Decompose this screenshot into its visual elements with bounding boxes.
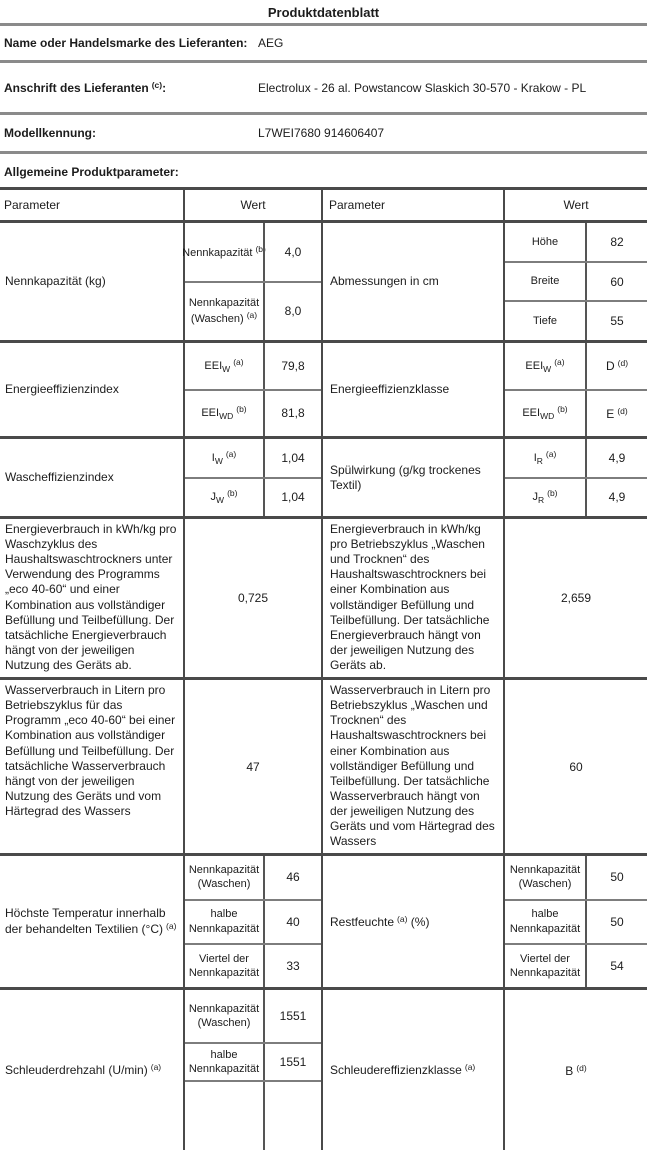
sub-rows: [183, 856, 323, 987]
sub-rows: [183, 439, 323, 516]
value-sup-script: (d): [576, 1062, 587, 1073]
sub-row: [185, 439, 321, 477]
sub-value: 1,04: [263, 479, 321, 517]
sub-label: Tiefe: [532, 315, 558, 328]
document-title: Produktdatenblatt: [267, 5, 380, 20]
sub-label: [185, 343, 263, 389]
param-cell: Wasserverbrauch in Litern pro Betriebszyklus für das Programm „eco 40-60“ bei einer Kombination aus vollständiger Befüllung und Teilbefüllung. Der tatsächliche Wasserverbrauch hängt von der jeweiligen Nutzung des Geräts und vom Härtegrad des Wassers: [5, 683, 176, 818]
sub-row: [185, 389, 321, 437]
header-cell-parameter-right: Parameter: [329, 198, 386, 212]
sub-label: [182, 223, 266, 281]
row-schleuderdrehzahl: [0, 990, 647, 1150]
sub-label: Nennkapazität (Waschen): [509, 864, 581, 891]
info-value: AEG: [258, 36, 284, 50]
label-sup-script: (b): [255, 243, 266, 254]
sub-rows: [503, 856, 647, 987]
param-cell: Spülwirkung (g/kg trockenes Textil): [330, 462, 481, 492]
sub-label: [505, 343, 585, 389]
param-cell: [0, 223, 183, 340]
label-sub-script: W: [222, 363, 231, 374]
sub-value: 1,04: [263, 439, 321, 477]
formatted-label: [532, 488, 557, 506]
sub-value: 79,8: [263, 343, 321, 389]
sub-rows: [503, 439, 647, 516]
sub-label: [185, 283, 263, 341]
info-value: Electrolux - 26 al. Powstancow Slaskich 30-570 - Krakow - PL: [258, 80, 587, 95]
label-text: Schleuderdrehzahl (U/min): [5, 1063, 148, 1078]
sub-value: 4,9: [585, 479, 647, 517]
sub-label: [505, 479, 585, 517]
param-cell: [323, 990, 503, 1150]
label-sup-script: (a): [233, 356, 244, 367]
formatted-label: [5, 1062, 161, 1078]
sub-row: [185, 1080, 321, 1150]
row-energieverbrauch: [0, 519, 647, 680]
formatted-label: [186, 296, 262, 327]
sub-value: 33: [263, 945, 321, 987]
value-sup-script: (d): [617, 405, 628, 416]
sub-row: [505, 300, 647, 340]
label-text: Nennkapazität: [182, 246, 253, 259]
sub-rows: [503, 223, 647, 340]
sub-value: 40: [263, 901, 321, 943]
label-sub-script: W: [214, 455, 223, 466]
sub-label: halbe Nennkapazität: [188, 1049, 260, 1076]
label-text: I: [211, 451, 215, 464]
formatted-label: [330, 1062, 475, 1078]
sub-row: [185, 990, 321, 1042]
formatted-label: [606, 406, 627, 421]
formatted-label: [204, 357, 243, 375]
sub-value: 1551: [263, 1044, 321, 1080]
sub-label: [185, 1082, 263, 1150]
label-text: EEI: [525, 359, 544, 372]
label-text: I: [533, 451, 537, 464]
formatted-label: [525, 357, 564, 375]
label-sup-script: (a): [225, 448, 237, 459]
param-cell: [323, 856, 503, 987]
info-row-supplier-name: [0, 26, 647, 60]
param-cell: Energieeffizienzklasse: [330, 382, 450, 396]
wide-value: 0,725: [183, 519, 323, 677]
sub-row: [185, 477, 321, 517]
label-sup-script: (a): [464, 1062, 476, 1073]
label-post: :: [162, 81, 167, 95]
sub-value: 46: [263, 856, 321, 898]
sub-row: [505, 439, 647, 477]
row-energieeffizienz: [0, 343, 647, 439]
label-text: Nennkapazität (Waschen): [188, 296, 260, 326]
info-row-model-identifier: [0, 115, 647, 151]
label-sub-script: R: [536, 455, 543, 466]
info-label: [4, 36, 258, 50]
parameters-table: [0, 187, 647, 1150]
label-sub-script: R: [537, 495, 545, 506]
sub-row: [505, 899, 647, 943]
sub-label: Nennkapazität (Waschen): [188, 1003, 260, 1030]
label-text: Nennkapazität (kg): [5, 274, 106, 288]
formatted-label: [182, 244, 266, 260]
label-text: Modellkennung:: [4, 126, 96, 140]
label-text: J: [532, 491, 538, 504]
sub-value: [585, 391, 647, 437]
label-sup-script: (b): [547, 488, 558, 499]
label-sup-script: (a): [397, 913, 408, 924]
sub-rows: [183, 223, 323, 340]
sub-value: 8,0: [263, 283, 321, 341]
formatted-label: [606, 358, 628, 373]
row-wascheffizienz-spuelwirkung: [0, 439, 647, 519]
sub-value: 55: [585, 302, 647, 340]
formatted-label: [201, 404, 246, 422]
sub-row: [185, 899, 321, 943]
wide-value: 60: [503, 680, 647, 853]
param-cell: Energieverbrauch in kWh/kg pro Betriebszyklus „Waschen und Trocknen“ des Haushaltswaschtrockners bei einer Kombination aus vollständiger Befüllung und Teilbefüllung. Der tatsächliche Energieverbrauch hängt von der jeweiligen Nutzung des Geräts ab.: [330, 522, 490, 672]
wide-value: 2,659: [503, 519, 647, 677]
value-text: E: [606, 406, 615, 421]
label-sup-script: (b): [557, 404, 568, 415]
sub-value: 4,9: [585, 439, 647, 477]
label-sup-script: (c): [151, 80, 163, 90]
param-cell: [0, 990, 183, 1150]
row-wasserverbrauch: [0, 680, 647, 856]
info-label: [4, 126, 258, 140]
info-value: L7WEI7680 914606407: [258, 126, 385, 140]
wide-value: [503, 990, 647, 1150]
sub-value: 60: [585, 263, 647, 301]
param-cell: Wascheffizienzindex: [5, 470, 114, 484]
sub-rows: [503, 343, 647, 436]
sub-value: 1551: [263, 990, 321, 1042]
sub-row: [505, 343, 647, 389]
sub-row: [505, 389, 647, 437]
header-cell-parameter-left: Parameter: [4, 198, 61, 212]
label-sup-script: (a): [545, 448, 557, 459]
sub-label: halbe Nennkapazität: [188, 908, 260, 935]
label-sub-script: W: [216, 495, 225, 506]
label-sub-script: WD: [540, 411, 555, 422]
formatted-label: [5, 906, 178, 937]
sub-label: Breite: [530, 275, 560, 288]
sub-label: [185, 391, 263, 437]
row-nennkapazitaet-abmessungen: [0, 223, 647, 343]
label-text: Name oder Handelsmarke des Lieferanten:: [4, 36, 248, 50]
label-sub-script: WD: [219, 411, 234, 422]
info-label: [4, 80, 258, 95]
label-sup-script: (b): [236, 404, 247, 415]
sub-value: 81,8: [263, 391, 321, 437]
label-text: EEI: [522, 407, 541, 420]
section-heading: Allgemeine Produktparameter:: [4, 165, 179, 179]
sub-label: Viertel der Nennkapazität: [188, 952, 260, 980]
formatted-label: [565, 1063, 586, 1078]
table-header-row: [0, 190, 647, 223]
label-text: Schleudereffizienzklasse: [330, 1063, 462, 1078]
sub-row: [185, 1042, 321, 1080]
formatted-label: [211, 488, 238, 506]
sub-rows: [183, 343, 323, 436]
row-temperatur-restfeuchte: [0, 856, 647, 990]
param-cell: Wasserverbrauch in Litern pro Betriebszyklus „Waschen und Trocknen“ des Haushaltswaschtrockners bei einer Kombination aus vollständiger Befüllung und Teilbefüllung. Der tatsächliche Wasserverbrauch hängt von der jeweiligen Nutzung des Geräts und vom Härtegrad des Wassers: [330, 683, 495, 849]
label-text: Höchste Temperatur innerhalb der behandelten Textilien (°C): [5, 906, 166, 937]
value-text: D: [605, 359, 615, 374]
param-cell: Energieeffizienzindex: [5, 382, 119, 396]
sub-label: Höhe: [531, 235, 559, 248]
formatted-label: [330, 914, 429, 930]
label-sup-script: (a): [246, 310, 258, 321]
sub-row: [505, 477, 647, 517]
sub-label: [185, 479, 263, 517]
sub-label: halbe Nennkapazität: [509, 908, 581, 935]
formatted-label: [534, 449, 557, 467]
formatted-label: [522, 404, 567, 422]
label-post: (%): [407, 914, 430, 929]
sub-row: [505, 223, 647, 261]
sub-row: [185, 281, 321, 341]
label-text: Abmessungen in cm: [330, 274, 439, 288]
label-text: Restfeuchte: [330, 914, 395, 929]
sub-label: Nennkapazität (Waschen): [188, 864, 260, 891]
label-sub-script: W: [543, 363, 552, 374]
sub-row: [505, 261, 647, 301]
param-cell: [323, 223, 503, 340]
sub-value: 54: [585, 945, 647, 987]
value-text: B: [565, 1063, 574, 1078]
sub-value: [263, 1082, 321, 1150]
sub-row: [505, 943, 647, 987]
sub-row: [185, 943, 321, 987]
label-text: Anschrift des Lieferanten: [4, 81, 149, 95]
sub-value: 4,0: [263, 223, 321, 281]
sub-row: [505, 856, 647, 898]
value-sup-script: (d): [617, 358, 629, 369]
sub-value: [585, 343, 647, 389]
formatted-label: [212, 449, 236, 467]
sub-label: [185, 439, 263, 477]
header-cell-wert-left: Wert: [183, 190, 323, 220]
sub-row: [182, 223, 321, 281]
sub-label: Viertel der Nennkapazität: [509, 952, 581, 980]
wide-value: 47: [183, 680, 323, 853]
label-text: EEI: [201, 407, 220, 420]
sub-row: [185, 856, 321, 898]
label-sup-script: (b): [227, 488, 238, 499]
sub-label: [505, 439, 585, 477]
sub-label: [505, 391, 585, 437]
label-sup-script: (a): [150, 1062, 162, 1073]
label-text: EEI: [204, 359, 223, 372]
sub-rows: [183, 990, 323, 1150]
sub-value: 50: [585, 856, 647, 898]
info-row-supplier-address: [0, 63, 647, 112]
label-sup-script: (a): [554, 356, 565, 367]
param-cell: Energieverbrauch in kWh/kg pro Waschzyklus des Haushaltswaschtrockners unter Verwendung des Programms „eco 40-60“ und einer Kombination aus vollständiger Befüllung und Teilbefüllung. Der tatsächliche Energieverbrauch hängt von der jeweiligen Nutzung des Geräts ab.: [5, 522, 177, 672]
label-text: J: [210, 491, 217, 504]
sub-value: 50: [585, 901, 647, 943]
param-cell: [0, 856, 183, 987]
header-cell-wert-right: Wert: [503, 190, 647, 220]
sub-row: [185, 343, 321, 389]
label-sup-script: (a): [166, 921, 177, 932]
sub-value: 82: [585, 223, 647, 261]
